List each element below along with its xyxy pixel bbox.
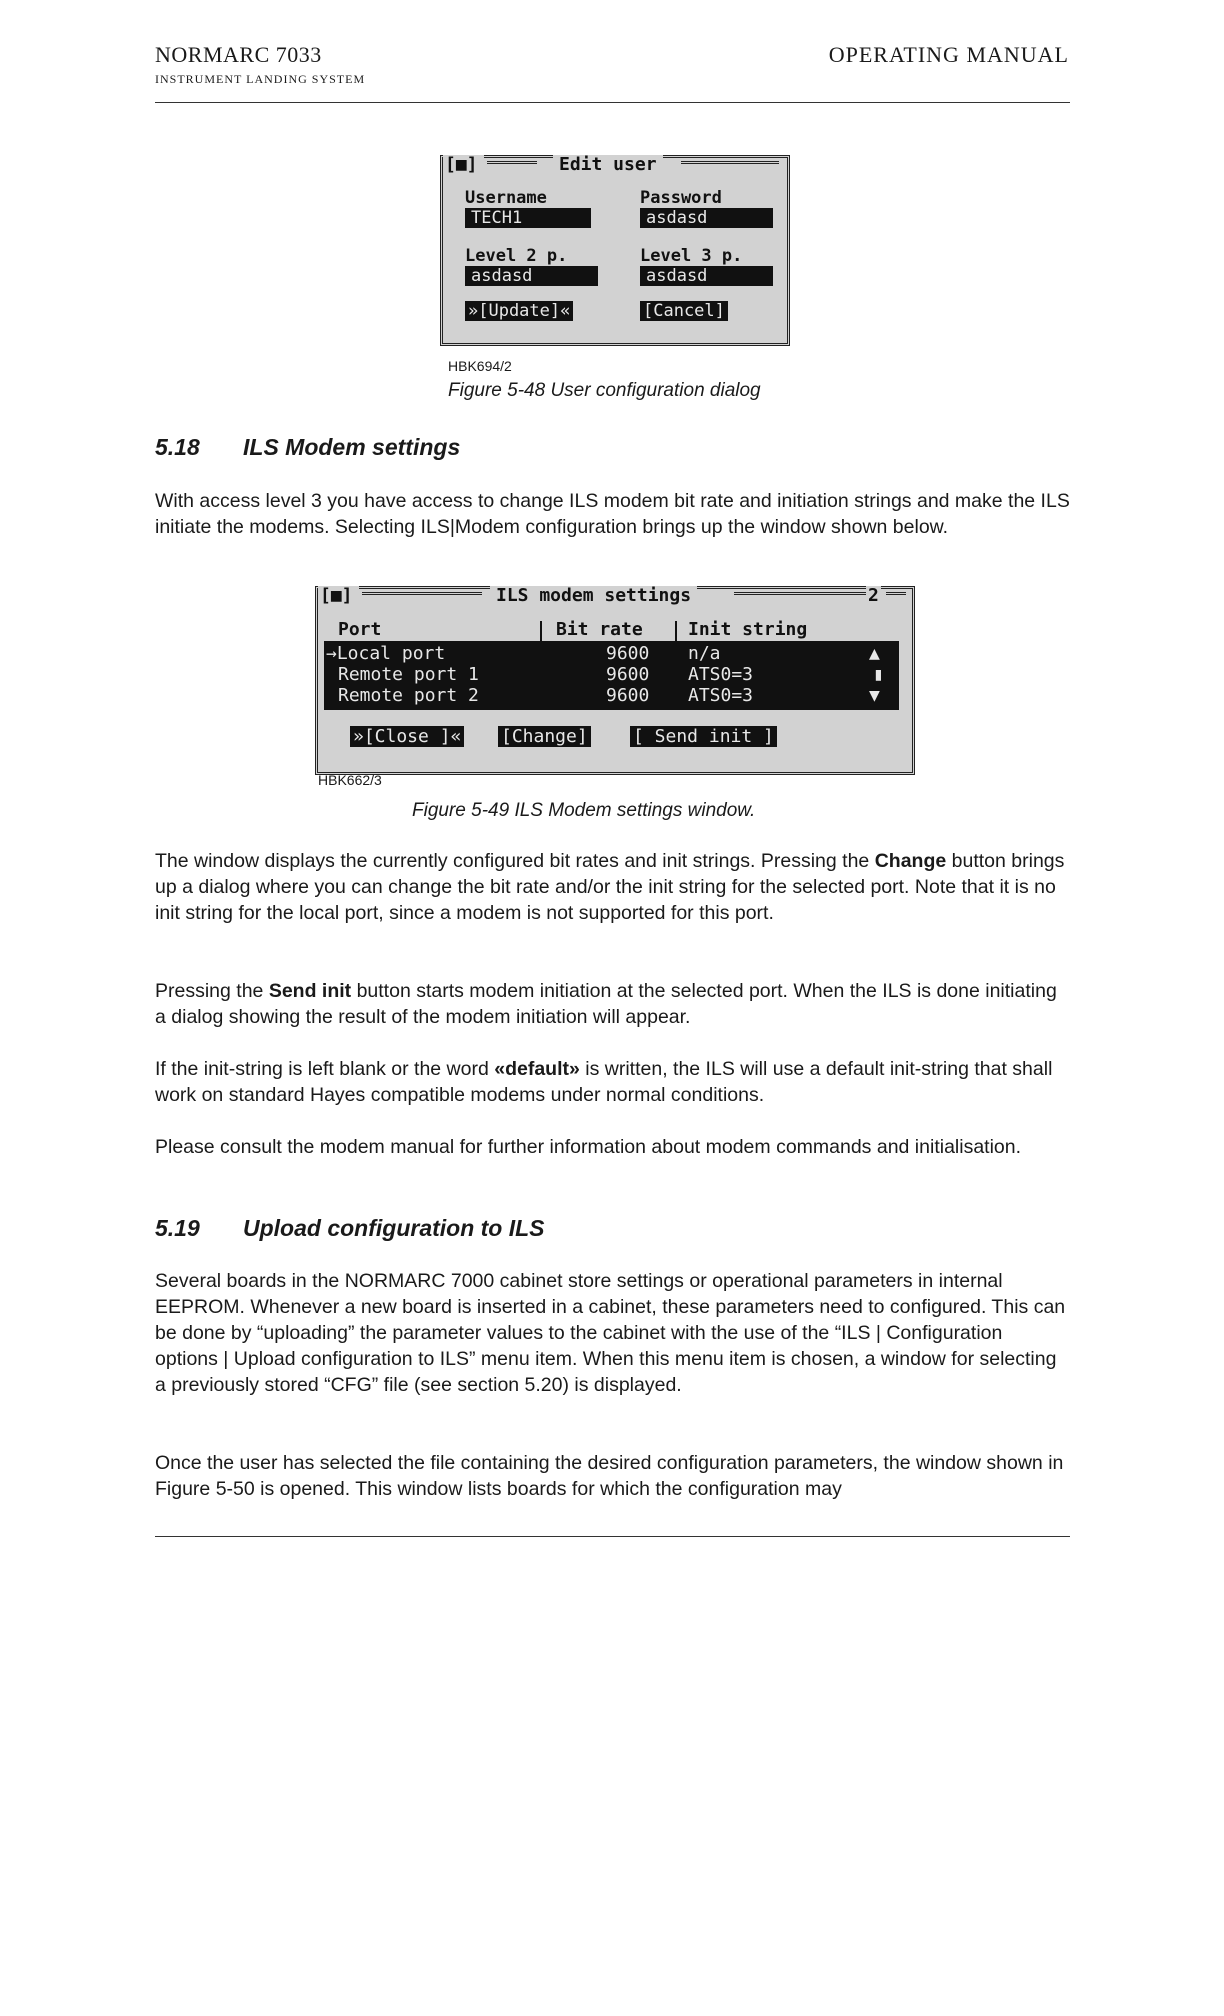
- change-button[interactable]: [Change]: [498, 726, 591, 747]
- column-header-port: Port: [338, 619, 382, 640]
- text-run: button brings up a dialog where you can change the bit rate and/or the init string for the selected port. Note that it is no init string for the local port, since a modem is not supported for this port.: [155, 850, 1065, 924]
- scroll-down-icon[interactable]: ▼: [869, 685, 880, 706]
- dialog-title-bar: [443, 155, 787, 177]
- manual-title: OPERATING MANUAL: [828, 42, 1069, 67]
- title-line: [681, 161, 779, 170]
- bold-term: «default»: [494, 1058, 580, 1080]
- figure-caption: Figure 5-49 ILS Modem settings window.: [412, 800, 756, 821]
- bitrate-cell: 9600: [606, 685, 650, 706]
- window-number: 2: [868, 585, 879, 606]
- section-heading-519: [155, 1215, 545, 1242]
- username-label: Username: [465, 188, 547, 208]
- text-run: is written, the ILS will use a default init-string that shall work on standard Hayes compatible modems under normal conditions.: [155, 1058, 1053, 1106]
- text-run: button starts modem initiation at the selected port. When the ILS is done initiating a dialog showing the result of the modem initiation will appear.: [155, 980, 1057, 1028]
- title-line: [487, 161, 537, 170]
- init-cell: ATS0=3: [688, 685, 754, 706]
- close-box-icon[interactable]: [■]: [443, 155, 484, 175]
- figure-caption: Figure 5-48 User configuration dialog: [448, 380, 761, 401]
- footer-rule: [155, 1536, 1070, 1537]
- modem-ports-table: [324, 641, 899, 710]
- password-field[interactable]: asdasd: [640, 208, 773, 228]
- text-run: The window displays the currently configured bit rates and init strings. Pressing the: [155, 850, 875, 872]
- bitrate-cell: 9600: [606, 643, 650, 664]
- paragraph: [155, 1056, 1070, 1108]
- paragraph: Once the user has selected the file containing the desired configuration parameters, the window shown in Figure 5-50 is opened. This window lists boards for which the configuration may: [155, 1452, 1064, 1500]
- figure-code: HBK662/3: [318, 772, 382, 788]
- bitrate-cell: 9600: [606, 664, 650, 685]
- port-cell: →Local port: [326, 643, 446, 664]
- column-separator: [540, 621, 542, 641]
- paragraph: Several boards in the NORMARC 7000 cabinet store settings or operational parameters in internal EEPROM. Whenever a new board is inserted in a cabinet, these parameters need to configured. This can be done by “uploading” the parameter values to the cabinet with the use of the “ILS | Configuration options | Upload configuration to ILS” menu item. When this menu item is chosen, a window for selecting a previously stored “CFG” file (see section 5.20) is displayed.: [155, 1270, 1066, 1396]
- section-number: 5.19: [155, 1215, 200, 1241]
- scrollbar-thumb[interactable]: ▮: [873, 664, 884, 685]
- bold-term: Send init: [268, 980, 352, 1002]
- level3-label: Level 3 p.: [640, 246, 743, 266]
- title-line: [886, 592, 906, 601]
- column-header-init: Init string: [688, 619, 808, 640]
- table-row[interactable]: [324, 643, 899, 663]
- title-line: [734, 592, 866, 601]
- section-title: Upload configuration to ILS: [243, 1215, 545, 1241]
- paragraph: [155, 848, 1070, 926]
- port-cell: Remote port 1: [338, 664, 479, 685]
- password-label: Password: [640, 188, 722, 208]
- section-heading-518: [155, 434, 460, 461]
- init-cell: ATS0=3: [688, 664, 754, 685]
- figure-code: HBK694/2: [448, 358, 512, 374]
- username-field[interactable]: TECH1: [465, 208, 591, 228]
- product-subtitle: INSTRUMENT LANDING SYSTEM: [155, 72, 366, 86]
- paragraph: With access level 3 you have access to change ILS modem bit rate and initiation strings and make the ILS initiate the modems. Selecting ILS|Modem configuration brings up the window shown below.: [155, 490, 1070, 538]
- dialog-title: Edit user: [553, 155, 663, 175]
- bold-term: Change: [874, 850, 947, 872]
- level3-password-field[interactable]: asdasd: [640, 266, 773, 286]
- paragraph: Please consult the modem manual for further information about modem commands and initialisation.: [155, 1136, 1022, 1158]
- edit-user-dialog: [440, 155, 790, 346]
- init-cell: n/a: [688, 643, 721, 664]
- close-box-icon[interactable]: [■]: [318, 586, 359, 606]
- header-rule: [155, 102, 1070, 103]
- level2-password-field[interactable]: asdasd: [465, 266, 598, 286]
- column-header-bitrate: Bit rate: [556, 619, 643, 640]
- table-row[interactable]: [324, 664, 899, 684]
- text-run: Pressing the: [155, 980, 269, 1002]
- ils-modem-settings-window: [315, 586, 915, 775]
- scroll-up-icon[interactable]: ▲: [869, 643, 880, 664]
- window-title-bar: [318, 586, 912, 608]
- update-button[interactable]: »[Update]«: [465, 301, 573, 321]
- column-separator: [675, 621, 677, 641]
- level2-label: Level 2 p.: [465, 246, 568, 266]
- send-init-button[interactable]: [ Send init ]: [630, 726, 777, 747]
- title-line: [362, 592, 482, 601]
- port-cell: Remote port 2: [338, 685, 479, 706]
- section-number: 5.18: [155, 434, 200, 460]
- cancel-button[interactable]: [Cancel]: [640, 301, 728, 321]
- window-title: ILS modem settings: [490, 586, 697, 606]
- product-title: NORMARC 7033: [155, 42, 322, 67]
- section-title: ILS Modem settings: [243, 434, 461, 460]
- paragraph: [155, 978, 1070, 1030]
- page-header-left: [155, 42, 365, 87]
- table-row[interactable]: [324, 685, 899, 705]
- text-run: If the init-string is left blank or the word: [155, 1058, 495, 1080]
- close-button[interactable]: »[Close ]«: [350, 726, 464, 747]
